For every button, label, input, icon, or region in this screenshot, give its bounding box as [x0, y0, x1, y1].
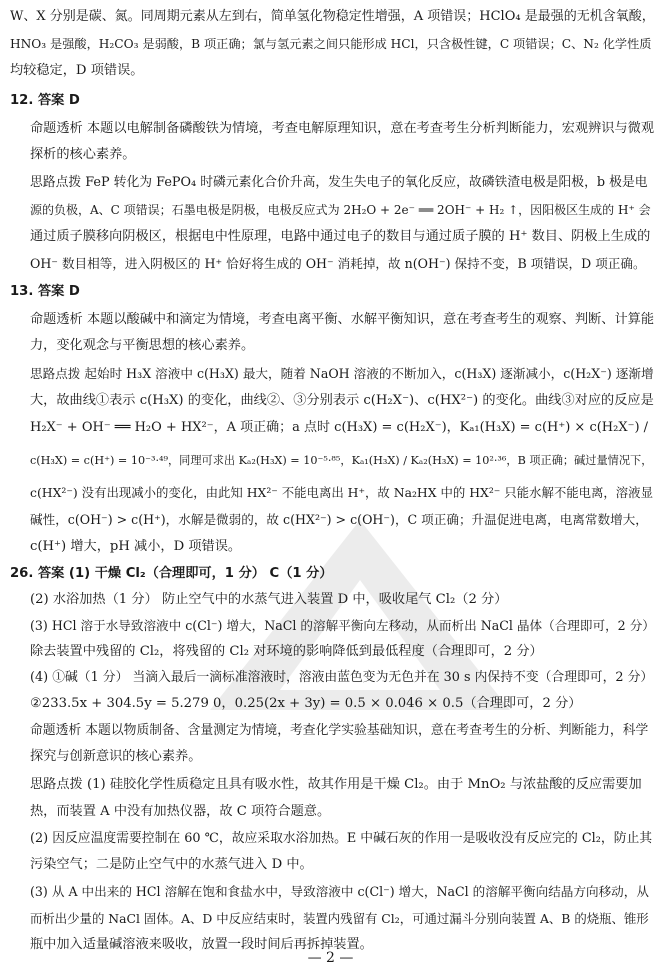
text-line: 均较稳定，D 项错误。: [10, 63, 144, 78]
text-line: 思路点拨 起始时 H₃X 溶液中 c(H₃X) 最大，随着 NaOH 溶液的不断加入，c(H₃X) 逐渐减小，c(H₂X⁻) 逐渐增: [30, 366, 654, 381]
text-line: c(HX²⁻) 没有出现减小的变化，由此知 HX²⁻ 不能电离出 H⁺，故 Na₂HX 中的 HX²⁻ 只能水解不能电离，溶液显: [30, 485, 653, 500]
text-line: c(H₃X) = c(H⁺) = 10⁻³·⁴⁹，同理可求出 Kₐ₂(H₃X) = 10⁻⁵·⁸⁵，Kₐ₁(H₃X) / Kₐ₂(H₃X) = 10²·³⁶，B 项正确；碱过量情况下，: [30, 454, 653, 467]
text-line: 命题透析 本题以电解制备磷酸铁为情境，考查电解原理知识，意在考查考生分析判断能力，宏观辨识与微观: [30, 121, 655, 136]
text-line: 通过质子膜移向阴极区，根据电中性原理，电路中通过电子的数目与通过质子膜的 H⁺ 数目、阴极上生成的: [30, 229, 651, 244]
text-line: 命题透析 本题以物质制备、含量测定为情境，考查化学实验基础知识，意在考查考生的分析、判断能力，科学: [30, 723, 649, 738]
text-line: 思路点拨 (1) 硅胶化学性质稳定且具有吸水性，故其作用是干燥 Cl₂。由于 MnO₂ 与浓盐酸的反应需要加: [30, 777, 642, 792]
text-line: (2) 因反应温度需要控制在 60 ℃，故应采取水浴加热。E 中碱石灰的作用一是吸收没有反应完的 Cl₂，防止其: [30, 831, 653, 846]
text-line: 思路点拨 FeP 转化为 FePO₄ 时磷元素化合价升高，发生失电子的氧化反应，故磷铁渣电极是阳极，b 极是电: [30, 175, 648, 190]
text-line: OH⁻ 数目相等，进入阴极区的 H⁺ 恰好将生成的 OH⁻ 消耗掉，故 n(OH⁻) 保持不变，B 项错误，D 项正确。: [30, 256, 646, 271]
text-line: HNO₃ 是强酸，H₂CO₃ 是弱酸，B 项正确；氯与氢元素之间只能形成 HCl，只含极性键，C 项错误；C、N₂ 化学性质: [10, 37, 652, 51]
text-line: (3) 从 A 中出来的 HCl 溶解在饱和食盐水中，导致溶液中 c(Cl⁻) 增大，NaCl 的溶解平衡向结晶方向移动，从: [30, 884, 649, 899]
text-line: c(H⁺) 增大，pH 减小，D 项错误。: [30, 539, 242, 554]
text-line: ②233.5x + 304.5y = 5.279 0，0.25(2x + 3y) = 0.5 × 0.046 × 0.5（合理即可，2 分）: [30, 696, 582, 711]
text-line: (4) ①碱（1 分） 当滴入最后一滴标准溶液时，溶液由蓝色变为无色并在 30 s 内保持不变（合理即可，2 分）: [30, 670, 654, 685]
text-line: (3) HCl 溶于水导致溶液中 c(Cl⁻) 增大，NaCl 的溶解平衡向左移动，从而析出 NaCl 晶体（合理即可，2 分）: [30, 618, 655, 633]
text-line: 探究与创新意识的核心素养。: [30, 749, 202, 764]
text-line: (2) 水浴加热（1 分） 防止空气中的水蒸气进入装置 D 中，吸收尾气 Cl₂（2 分）: [30, 592, 508, 607]
question-12-answer: 12. 答案 D: [10, 93, 80, 108]
text-line: 热，而装置 A 中没有加热仪器，故 C 项符合题意。: [30, 804, 331, 819]
text-line: 命题透析 本题以酸碱中和滴定为情境，考查电离平衡、水解平衡知识，意在考查考生的观察、判断、计算能: [30, 312, 655, 327]
text-line: H₂X⁻ + OH⁻ ══ H₂O + HX²⁻，A 项正确；a 点时 c(H₃X) = c(H₂X⁻)，Kₐ₁(H₃X) = c(H⁺) × c(H₂X⁻) /: [30, 420, 649, 435]
text-line: W、X 分别是碳、氮。同周期元素从左到右，简单氢化物稳定性增强，A 项错误；HClO₄ 是最强的无机含氧酸，: [10, 9, 655, 24]
text-line: 碱性，c(OH⁻) > c(H⁺)，水解是微弱的，故 c(HX²⁻) > c(OH⁻)，C 项正确；升温促进电离，电离常数增大，: [30, 512, 648, 527]
text-line: 除去装置中残留的 Cl₂，将残留的 Cl₂ 对环境的影响降低到最低程度（合理即可，2 分）: [30, 644, 543, 659]
text-line: 力，变化观念与平衡思想的核心素养。: [30, 338, 255, 353]
text-line: 探析的核心素养。: [30, 147, 136, 162]
question-26-answer: 26. 答案 (1) 干燥 Cl₂（合理即可，1 分） C（1 分）: [10, 566, 333, 581]
text-line: 而析出少量的 NaCl 固体。A、D 中反应结束时，装置内残留有 Cl₂，可通过漏斗分别向装置 A、B 的烧瓶、锥形: [30, 911, 649, 926]
page-number: — 2 —: [307, 950, 354, 966]
text-line: 源的负极，A、C 项错误；石墨电极是阴极，电极反应式为 2H₂O + 2e⁻ ══ 2OH⁻ + H₂ ↑，因阳极区生成的 H⁺ 会: [30, 203, 651, 217]
question-13-answer: 13. 答案 D: [10, 284, 80, 299]
text-line: 大，故曲线①表示 c(H₃X) 的变化，曲线②、③分别表示 c(H₂X⁻)、c(HX²⁻) 的变化。曲线③对应的反应是: [30, 393, 654, 408]
text-line: 污染空气；二是防止空气中的水蒸气进入 D 中。: [30, 857, 313, 872]
text-line: 瓶中加入适量碱溶液来吸收，放置一段时间后再拆掉装置。: [30, 937, 373, 952]
